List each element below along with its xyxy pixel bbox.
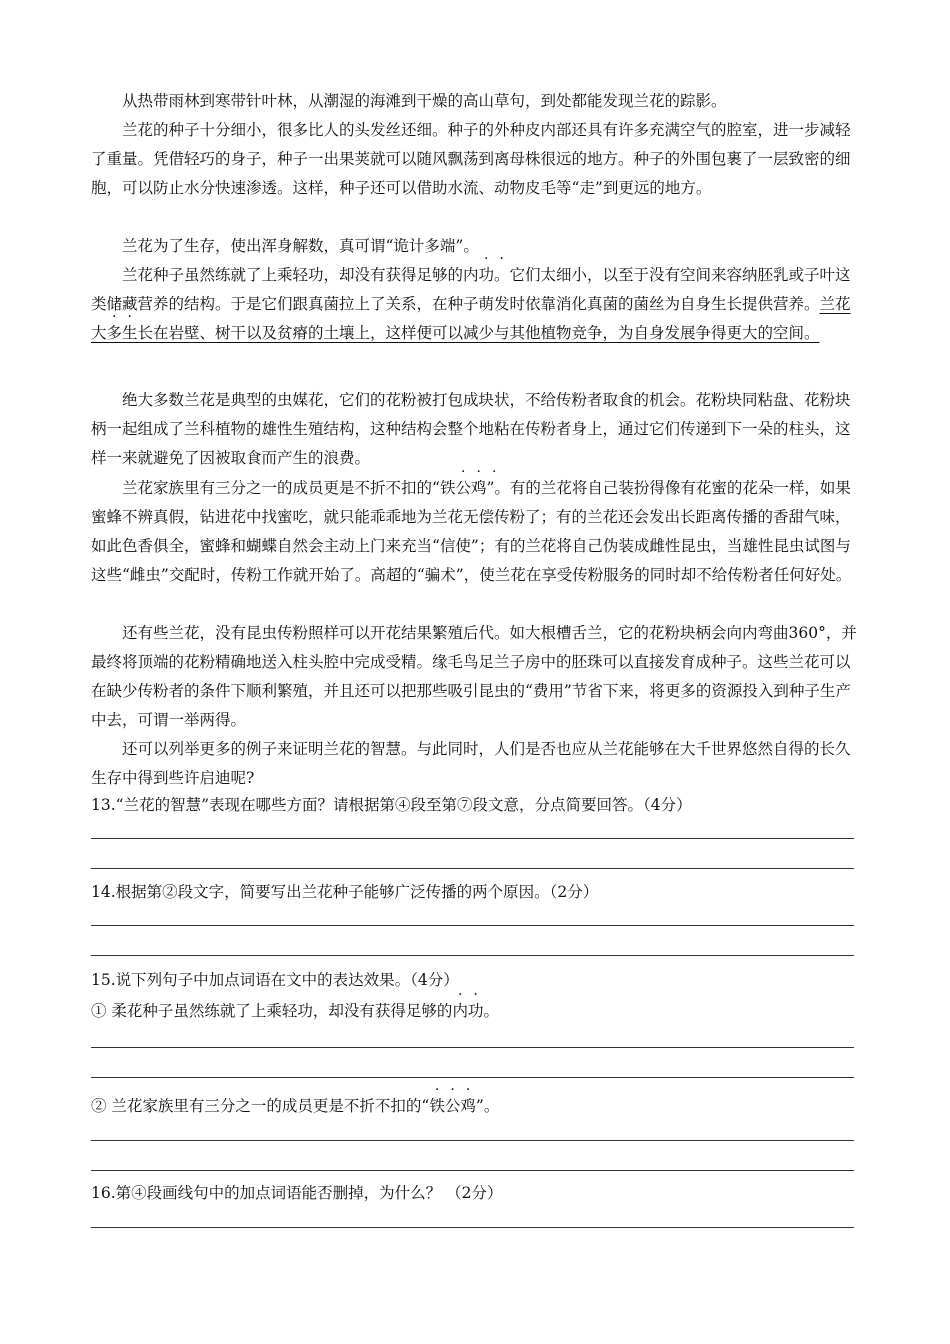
- answer-line[interactable]: [91, 1077, 854, 1078]
- question-13-text: 13.“兰花的智慧”表现在哪些方面？请根据第④段至第⑦段文意，分点简要回答。（4分）: [91, 796, 692, 814]
- paragraph-8-text: 还可以列举更多的例子来证明兰花的智慧。与此同时，人们是否也应从兰花能够在大千世界悠然自得的长久生存中得到些许启迪呢?: [91, 740, 851, 787]
- question-16-text: 16.第④段画线句中的加点词语能否删掉，为什么？ （2分）: [91, 1184, 503, 1202]
- answer-line[interactable]: [91, 868, 854, 869]
- answer-line[interactable]: [91, 1047, 854, 1048]
- question-13: [91, 794, 861, 816]
- answer-line[interactable]: [91, 838, 854, 839]
- question-15-item-1-text-a: ① 柔花种子虽然练就了上乘轻功，却没有获得足够的: [91, 1002, 453, 1020]
- paragraph-8: [91, 735, 861, 793]
- paragraph-6-text-b: ”。有的兰花将自己装扮得像有花蜜的花朵一样，如果蜜蜂不辨真假，钻进花中找蜜吃，就只能乖乖地为兰花无偿传粉了；有的兰花还会发出长距离传播的香甜气味，如此色香俱全，蜜蜂和蝴蝶自然会主动上门来充当“信使”；有的兰花将自己伪装成雌性昆虫，当雄性昆虫试图与这些“雌虫”交配时，传粉工作就开始了。高超的“骗术”，使兰花在享受传粉服务的同时却不给传粉者任何好处。: [91, 479, 852, 584]
- paragraph-7-text: 还有些兰花，没有昆虫传粉照样可以开花结果繁殖后代。如大根槽舌兰，它的花粉块柄会向内弯曲360°，并最终将顶端的花粉精确地送入柱头腔中完成受精。缘毛鸟足兰子房中的胚珠可以直接发育成种子。这些兰花可以在缺少传粉者的条件下顺利繁殖，并且还可以把那些吸引昆虫的“费用”节省下来，将更多的资源投入到种子生产中去，可谓一举两得。: [91, 624, 857, 729]
- question-15-text: 15.说下列句子中加点词语在文中的表达效果。（4分）: [91, 971, 459, 989]
- question-15-item-2-text-b: ”。: [475, 1097, 500, 1115]
- dotted-char: 鸡: [470, 479, 487, 497]
- answer-line[interactable]: [91, 1140, 854, 1141]
- question-15-item-2-text-a: ② 兰花家族里有三分之一的成员更是不折不扣的“: [91, 1097, 430, 1115]
- question-14-text: 14.根据第②段文字，简要写出兰花种子能够广泛传播的两个原因。（2分）: [91, 883, 599, 901]
- dotted-char: 公: [444, 1097, 461, 1115]
- paragraph-4-text-a: 兰花种子虽然练就了上乘轻功，却没有获得足够的: [122, 266, 464, 284]
- answer-line[interactable]: [91, 1170, 854, 1171]
- dotted-char: 内: [463, 266, 479, 284]
- dotted-char: 铁: [429, 1097, 445, 1115]
- underlined-text-b: 生长在岩壁、树干以及贫瘠的土壤上，这样便可以减少与其他植物竞争，为自身发展争得更大的空间。: [122, 324, 820, 342]
- question-15-item-2: [91, 1095, 861, 1117]
- paragraph-2-text: 兰花的种子十分细小，很多比人的头发丝还细。种子的外种皮内部还具有许多充满空气的腔室，进一步减轻了重量。凭借轻巧的身子，种子一出果荚就可以随风飘荡到离母株很远的地方。种子的外围包裹了一层致密的细胞，可以防止水分快速渗透。这样，种子还可以借助水流、动物皮毛等“走”到更远的地方。: [91, 121, 851, 197]
- question-16: [91, 1182, 861, 1204]
- answer-line[interactable]: [91, 1227, 854, 1228]
- paragraph-6: [91, 474, 861, 590]
- paragraph-4-text-b: 。它们太细小，以至于没有空间来容纳胚乳或子叶这类储藏营养的结构。于是它们跟真菌拉上了关系，在种子萌发时依靠消化真菌的菌丝为自身生长提供营养。: [91, 266, 851, 313]
- dotted-char: 功: [478, 266, 495, 284]
- dotted-char: 功: [467, 1002, 484, 1020]
- paragraph-1: [91, 87, 861, 116]
- question-15-item-1-text-b: 。: [483, 1002, 499, 1020]
- dotted-char: 铁: [439, 479, 456, 497]
- answer-line[interactable]: [91, 955, 854, 956]
- dotted-char: 大: [91, 324, 107, 342]
- dotted-char: 公: [455, 479, 471, 497]
- paragraph-7: [91, 619, 861, 735]
- paragraph-5-text: 绝大多数兰花是典型的虫媒花，它们的花粉被打包成块状，不给传粉者取食的机会。花粉块同粘盘、花粉块柄一起组成了兰科植物的雄性生殖结构，这种结构会整个地粘在传粉者身上，通过它们传递到下一朵的柱头，这样一来就避免了因被取食而产生的浪费。: [91, 391, 851, 467]
- paragraph-4: [91, 261, 861, 348]
- paragraph-2: [91, 116, 861, 203]
- underlined-text-a: 兰花: [819, 295, 851, 313]
- question-15-item-1: [91, 1000, 861, 1022]
- question-14: [91, 881, 861, 903]
- answer-line[interactable]: [91, 925, 854, 926]
- paragraph-5: [91, 386, 861, 473]
- dotted-char: 鸡: [460, 1097, 476, 1115]
- dotted-char: 多: [106, 324, 123, 342]
- dotted-char: 内: [452, 1002, 468, 1020]
- paragraph-6-text-a: 兰花家族里有三分之一的成员更是不折不扣的“: [122, 479, 440, 497]
- paragraph-3-text: 兰花为了生存，使出浑身解数，真可谓“诡计多端”。: [122, 237, 479, 255]
- paragraph-1-text: 从热带雨林到寒带针叶林，从潮湿的海滩到干燥的高山草句，到处都能发现兰花的踪影。: [122, 92, 727, 110]
